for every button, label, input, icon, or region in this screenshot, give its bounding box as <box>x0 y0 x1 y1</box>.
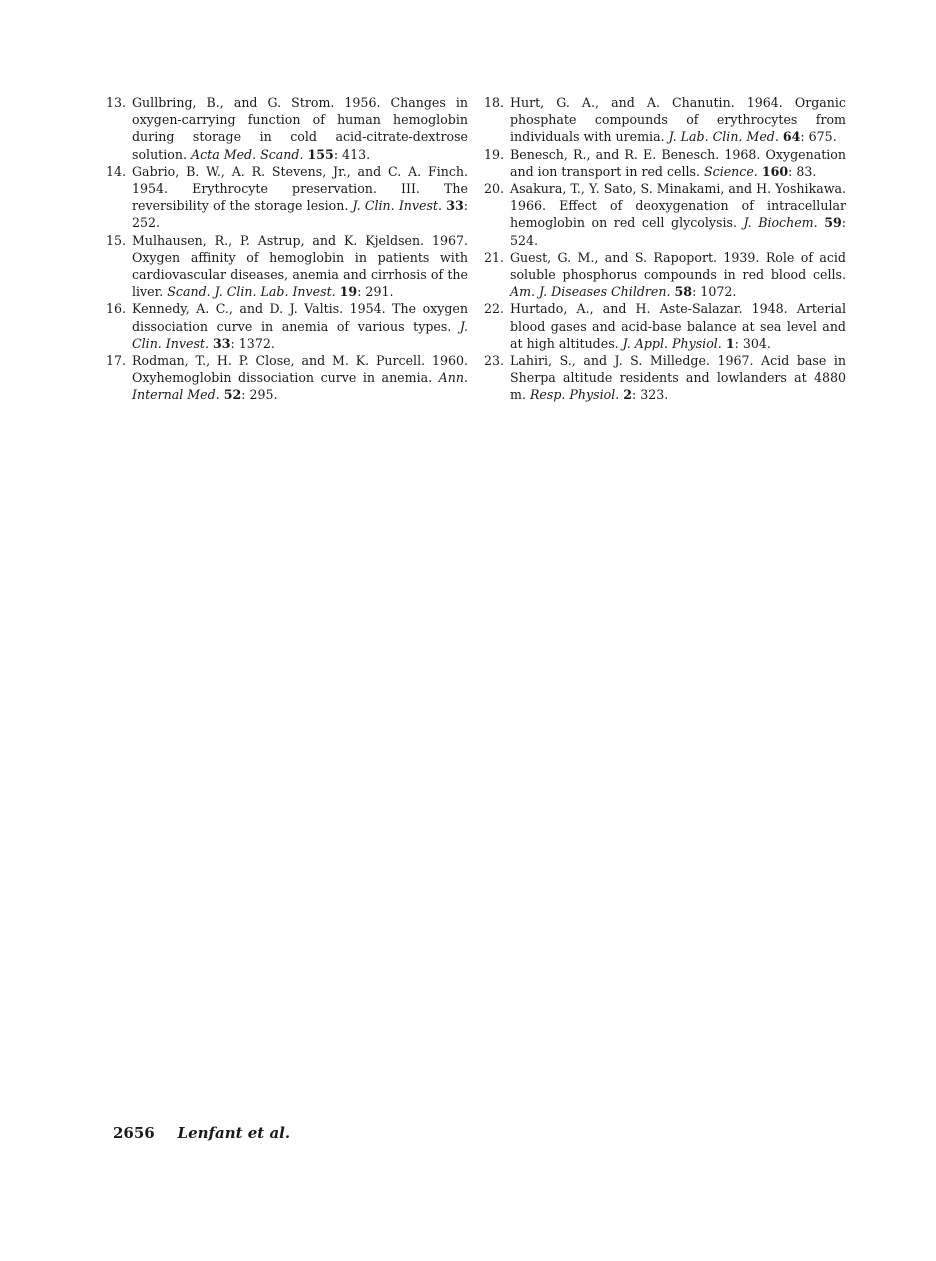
reference-pages: : 323. <box>632 387 669 403</box>
reference-text: Hurtado, A., and H. Aste-Salazar. 1948. Arterial blood gases and acid-base balance at sea level and at high altitudes. <box>510 301 846 351</box>
reference-16 <box>106 300 468 352</box>
reference-column-left <box>106 94 468 404</box>
reference-text: Kennedy, A. C., and D. J. Valtis. 1954. The oxygen dissociation curve in anemia of various types. <box>132 301 468 334</box>
reference-volume: 19 <box>339 284 358 300</box>
reference-volume: 33 <box>446 198 464 214</box>
reference-pages: : 524. <box>510 215 846 248</box>
reference-pages: : 291. <box>357 284 394 300</box>
reference-volume: 52 <box>223 387 242 403</box>
reference-journal: Am. J. Diseases Children. <box>510 284 671 300</box>
reference-journal: J. Clin. Invest. <box>132 318 468 351</box>
reference-journal: Resp. Physiol. <box>529 387 620 403</box>
reference-pages: : 83. <box>788 163 817 179</box>
reference-volume: 64 <box>782 129 801 145</box>
reference-text: Rodman, T., H. P. Close, and M. K. Purcell. 1960. Oxyhemoglobin dissociation curve in anemia. <box>132 353 468 386</box>
reference-journal: J. Lab. Clin. Med. <box>668 129 779 145</box>
reference-19 <box>484 146 846 180</box>
reference-number: 20. <box>484 181 505 197</box>
reference-18 <box>484 94 846 146</box>
reference-volume: 1 <box>725 335 735 351</box>
reference-number: 19. <box>484 146 505 162</box>
reference-number: 16. <box>106 301 127 317</box>
reference-text: Gullbring, B., and G. Strom. 1956. Changes in oxygen-carrying function of human hemoglobin during storage in cold acid-citrate-dextrose solution. <box>132 95 468 162</box>
reference-volume: 33 <box>213 335 231 351</box>
reference-number: 23. <box>484 353 505 369</box>
reference-volume: 160 <box>761 163 789 179</box>
reference-journal: J. Appl. Physiol. <box>622 335 722 351</box>
reference-number: 22. <box>484 301 505 317</box>
reference-volume: 59 <box>824 215 842 231</box>
reference-pages: : 1372. <box>230 335 275 351</box>
reference-journal: Ann. Internal Med. <box>132 370 468 403</box>
reference-journal: Acta Med. Scand. <box>190 146 304 162</box>
reference-pages: : 1072. <box>692 284 737 300</box>
reference-pages: : 295. <box>241 387 278 403</box>
reference-journal: Scand. J. Clin. Lab. Invest. <box>167 284 336 300</box>
reference-text: Hurt, G. A., and A. Chanutin. 1964. Organic phosphate compounds of erythrocytes from individuals with uremia. <box>510 95 846 145</box>
reference-number: 13. <box>106 95 127 110</box>
reference-21 <box>484 249 846 301</box>
reference-text: Gabrio, B. W., A. R. Stevens, Jr., and C. A. Finch. 1954. Erythrocyte preservation. III. The reversibility of the storage lesion. <box>132 163 468 214</box>
reference-number: 14. <box>106 163 127 179</box>
reference-text: Lahiri, S., and J. S. Milledge. 1967. Acid base in Sherpa altitude residents and lowlanders at 4880 m. <box>510 353 846 403</box>
reference-volume: 2 <box>623 387 633 403</box>
reference-text: Guest, G. M., and S. Rapoport. 1939. Role of acid soluble phosphorus compounds in red blood cells. <box>510 249 846 283</box>
reference-text: Benesch, R., and R. E. Benesch. 1968. Oxygenation and ion transport in red cells. <box>510 146 846 179</box>
reference-number: 17. <box>106 353 127 369</box>
reference-volume: 58 <box>674 284 693 300</box>
reference-14 <box>106 163 468 232</box>
reference-journal: J. Biochem. <box>743 215 818 231</box>
reference-volume: 155 <box>307 146 334 162</box>
reference-15 <box>106 232 468 301</box>
reference-17 <box>106 352 468 404</box>
reference-column-right <box>484 94 846 404</box>
reference-pages: : 675. <box>800 129 837 145</box>
reference-journal: J. Clin. Invest. <box>352 198 442 214</box>
page-number: 2656 <box>113 1124 155 1142</box>
reference-number: 15. <box>106 232 127 248</box>
reference-number: 21. <box>484 249 505 265</box>
reference-pages: : 252. <box>132 198 468 231</box>
reference-pages: : 413. <box>333 146 371 162</box>
reference-13 <box>106 94 468 163</box>
reference-23 <box>484 352 846 404</box>
reference-pages: : 304. <box>734 335 771 351</box>
reference-20 <box>484 180 846 249</box>
reference-text: Mulhausen, R., P. Astrup, and K. Kjeldsen. 1967. Oxygen affinity of hemoglobin in patients with cardiovascular diseases, anemia and cirrhosis of the liver. <box>132 232 468 300</box>
reference-text: Asakura, T., Y. Sato, S. Minakami, and H. Yoshikawa. 1966. Effect of deoxygenation of intracellular hemoglobin on red cell glycolysis. <box>510 181 846 231</box>
reference-22 <box>484 300 846 352</box>
reference-journal: Science. <box>704 163 758 179</box>
reference-number: 18. <box>484 95 505 110</box>
page-footer <box>113 1124 290 1142</box>
running-head: Lenfant et al. <box>177 1124 291 1142</box>
